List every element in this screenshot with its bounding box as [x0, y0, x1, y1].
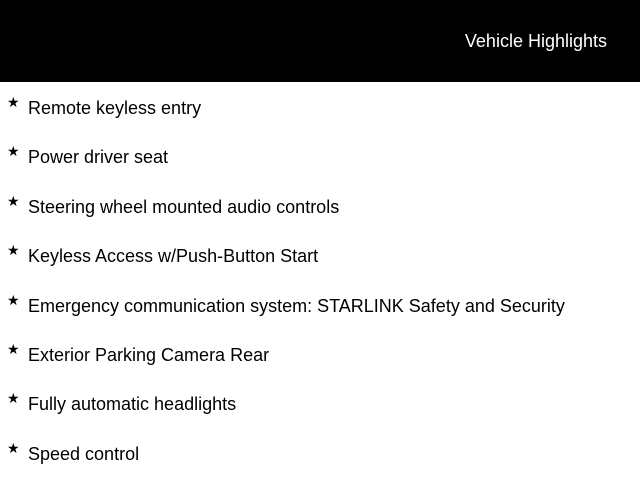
star-icon: ★ [7, 391, 20, 408]
list-item-label: Steering wheel mounted audio controls [28, 196, 340, 217]
list-item-label: Exterior Parking Camera Rear [28, 344, 270, 365]
star-icon: ★ [7, 440, 20, 457]
list-item [0, 230, 640, 279]
list-item [0, 329, 640, 378]
star-icon: ★ [7, 292, 20, 309]
list-item-label: Emergency communication system: STARLINK Safety and Security [28, 295, 565, 316]
header-bar [0, 0, 640, 82]
list-item [0, 131, 640, 180]
list-item-label: Fully automatic headlights [28, 394, 237, 415]
list-item [0, 428, 640, 477]
list-item [0, 181, 640, 230]
star-icon: ★ [7, 95, 20, 111]
star-icon: ★ [7, 193, 20, 210]
list-item-label: Remote keyless entry [28, 98, 202, 118]
star-icon: ★ [7, 341, 20, 358]
list-item [0, 378, 640, 427]
list-item-label: Keyless Access w/Push-Button Start [28, 246, 319, 267]
star-icon: ★ [7, 144, 20, 161]
page-title: Vehicle Highlights [464, 31, 607, 51]
list-item [0, 280, 640, 329]
list-item-label: Power driver seat [28, 147, 169, 168]
list-item [0, 82, 640, 131]
vehicle-highlights-list [0, 82, 640, 477]
list-item-label: Speed control [28, 443, 140, 464]
star-icon: ★ [7, 243, 20, 260]
